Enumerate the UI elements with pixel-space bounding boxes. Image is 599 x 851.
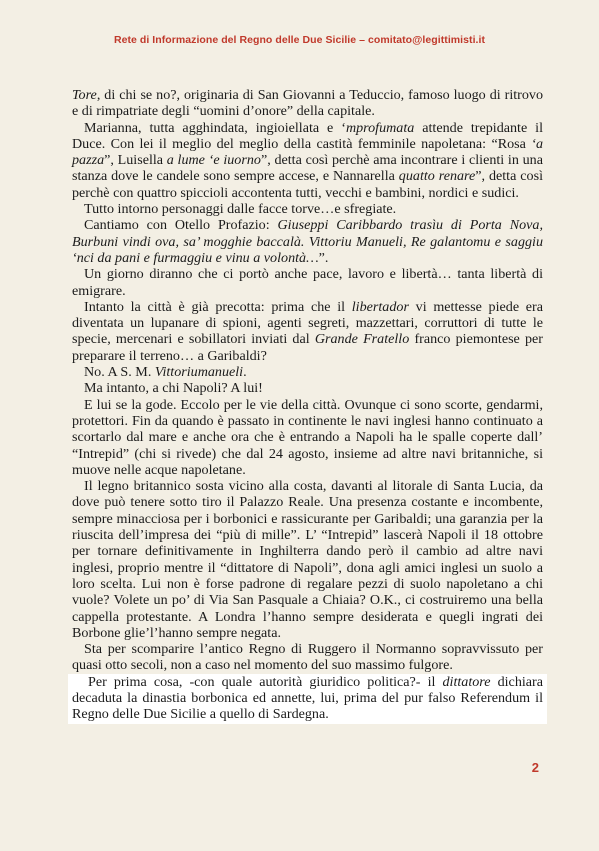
italic-text: mprofumata <box>345 119 415 136</box>
page-header: Rete di Informazione del Regno delle Due Sicilie – comitato@legittimisti.it <box>113 34 486 46</box>
text-segment: Marianna, tutta agghindata, ingioiellata e ‘ <box>84 119 346 136</box>
text-segment: , di chi se no?, originaria di San Giovanni a Teduccio, famoso luogo di ritrovo e di rimpatriate degli “uomini d’onore” della capitale. <box>72 87 543 120</box>
text-segment: Per prima cosa, -con quale autorità giuridico politica?- il <box>88 673 443 690</box>
paragraph <box>72 478 543 641</box>
body-text <box>72 87 543 724</box>
italic-text: Vittoriumanueli <box>154 364 244 381</box>
paragraph <box>72 87 543 120</box>
italic-text: libertador <box>351 298 409 315</box>
text-segment: Intanto la città è già precotta: prima che il <box>84 298 352 315</box>
italic-text: ‘a pazza <box>72 135 543 169</box>
paragraph <box>72 201 543 217</box>
text-segment: ”, detta così perchè con quattro spiccioli accontenta tutti, vecchi e bambini, nordici e sudici. <box>72 168 543 201</box>
text-segment: E lui se la gode. Eccolo per le vie della città. Ovunque ci sono scorte, gendarmi, protettori. Fin da quando è passato in continente le navi inglesi hanno continuato a scortarlo dal mare e anche ora che è entrando a Napoli ha le spalle coperte dall’ “Intrepid” (chi si rivede) che dal 24 agosto, insieme ad altre navi britanniche, si muove nelle acque napoletane. <box>72 396 543 478</box>
text-segment: . <box>243 364 247 381</box>
italic-text: a lume ‘e iuorno <box>166 152 261 169</box>
italic-text: Grande Fratello <box>314 331 410 348</box>
text-segment: attende trepidante il Duce. Con lei il meglio del meglio della castità femminile napoletana: “Rosa <box>72 119 543 152</box>
text-segment: ”. <box>318 249 329 266</box>
page-number: 2 <box>531 760 539 775</box>
text-segment: Un giorno diranno che ci portò anche pace, lavoro e libertà… tanta libertà di emigrare. <box>72 266 543 299</box>
paragraph <box>72 120 543 201</box>
text-segment: Il legno britannico sosta vicino alla costa, davanti al litorale di Santa Lucia, da dove può tenere sotto tiro il Palazzo Reale. Una presenza costante e incombente, sempre minacciosa per i borbonici e rassicurante per Garibaldi; una garanzia per la riuscita dell’impresa dei “più di mille”. L’ “Intrepid” lascerà Napoli il 18 ottobre per tornare definitivamente in Inghilterra dando però il cambio ad altre navi inglesi, proprio mentre il “dittatore di Napoli”, dona agli amici inglesi un suolo a loro scelta. Lui non è forse padrone di regalare pezzi di suolo napoletano a chi vuole? Volete un po’ di Via San Pasquale a Chiaia? O.K., ci costruiremo una bella cappella protestante. A Londra l’hanno sempre desiderata e quegli ingrati dei Borbone glie’l’hanno sempre negata. <box>72 478 543 641</box>
paragraph <box>72 299 543 364</box>
paragraph <box>72 641 543 674</box>
text-segment: dichiara decaduta la dinastia borbonica ed annette, lui, prima del pur falso Referendum il Regno delle Due Sicilie a quello di Sardegna. <box>72 673 543 723</box>
italic-text: quatto renare <box>398 168 476 185</box>
text-segment: Ma intanto, a chi Napoli? A lui! <box>84 380 263 397</box>
text-segment: vi mettesse piede era diventata un lupanare di spioni, agenti segreti, mazzettari, corruttori di tutte le specie, mercenari e sobillatori inviati dal <box>72 298 543 348</box>
text-segment: Tutto intorno personaggi dalle facce torve…e sfregiate. <box>84 201 397 218</box>
text-segment: Cantiamo con Otello Profazio: <box>84 217 278 234</box>
text-segment: No. A S. M. <box>84 364 155 381</box>
italic-text: dittatore <box>442 673 491 690</box>
paragraph <box>72 266 543 299</box>
italic-text: Giuseppi Caribbardo trasìu di Porta Nova, Burbuni vindi ova, sa’ mogghie baccalà. Vittoriu Manueli, Re galantomu e saggiu ‘nci da pani e furmaggiu e vinu a volontà… <box>72 217 543 266</box>
italic-text: Tore <box>72 87 97 103</box>
paragraph <box>72 364 543 380</box>
paragraph <box>72 217 543 266</box>
text-segment: Sta per scomparire l’antico Regno di Ruggero il Normanno sopravvissuto per quasi otto secoli, non a caso nel momento del suo massimo fulgore. <box>72 641 543 674</box>
text-segment: ”, Luisella <box>104 152 167 169</box>
text-segment: franco piemontese per preparare il terreno… a Garibaldi? <box>72 331 543 364</box>
paragraph <box>72 397 543 478</box>
paragraph <box>68 674 547 724</box>
paragraph <box>72 380 543 396</box>
text-segment: ”, detta così perchè ama incontrare i clienti in una stanza dove le candele sono sempre accese, e Nannarella <box>72 152 543 185</box>
